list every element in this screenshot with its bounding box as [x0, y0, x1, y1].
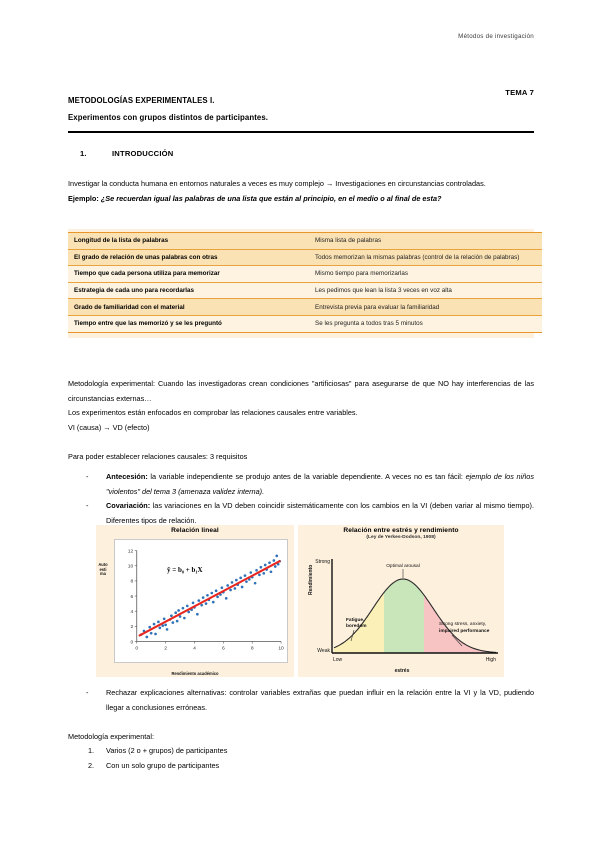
row-factor: Tiempo que cada persona utiliza para memorizar	[68, 266, 309, 283]
section-number: 1.	[80, 149, 87, 158]
figure-title: Relación lineal	[171, 527, 219, 534]
document-title: METODOLOGÍAS EXPERIMENTALES I.	[68, 96, 215, 105]
x-axis-label: Rendimiento académico	[171, 670, 219, 676]
running-head: Métodos de investigación	[458, 33, 534, 40]
list-item	[68, 759, 534, 774]
x-tick-labels	[135, 642, 284, 652]
table-row	[68, 266, 542, 283]
example-text: ¿Se recuerdan igual las palabras de una lista que están al principio, en el medio o al final de esta?	[100, 193, 442, 203]
spacer	[68, 435, 534, 450]
zone-high	[424, 553, 494, 653]
bullet-term: Covariación:	[106, 501, 151, 511]
scatter-svg	[115, 540, 287, 662]
tema-label: TEMA 7	[505, 88, 534, 97]
x-axis-label: estrés	[394, 668, 410, 674]
list-item	[68, 686, 534, 715]
svg-text:2: 2	[130, 625, 134, 631]
section-label: INTRODUCCIÓN	[112, 149, 174, 158]
item-text: Varios (2 o + grupos) de participantes	[106, 746, 228, 756]
bullet-text: las variaciones en la VD deben coincidir sistemáticamente con los cambios en la VI (deben variar al mismo tiempo). Diferentes tipos de relación.	[106, 501, 534, 525]
vi-vd-line: VI (causa) → VD (efecto)	[68, 422, 150, 432]
bullet-text: la variable independiente se produjo antes de la variable dependiente. A veces no es tan fácil:	[147, 472, 466, 481]
svg-text:4: 4	[193, 646, 196, 652]
svg-text:6: 6	[221, 646, 225, 652]
figure-stress-performance	[298, 525, 504, 677]
axes	[137, 551, 281, 642]
bullet-dash: -	[86, 688, 89, 697]
row-control: Se les pregunta a todos tras 5 minutos	[309, 315, 542, 332]
methodology-text-block	[68, 377, 534, 465]
spacer	[68, 715, 534, 730]
annotation-impaired: impaired performance	[439, 629, 490, 634]
y-axis-label: Rendimiento	[308, 564, 314, 595]
intro-block	[68, 177, 534, 206]
annotation-fatigue: Fatigue,	[346, 618, 365, 623]
table-row	[68, 315, 542, 332]
experiments-focus: Los experimentos están enfocados en comprobar las relaciones causales entre variables.	[68, 408, 358, 418]
bullet-text: Rechazar explicaciones alternativas: controlar variables extrañas que puedan influir en la relación entre la VI y la VD, pudiendo llegar a conclusiones erróneas.	[106, 688, 534, 712]
table-row	[68, 282, 542, 299]
intro-example	[68, 192, 534, 207]
svg-text:4: 4	[130, 609, 134, 615]
annotation-boredom: boredom	[346, 624, 367, 629]
table-row	[68, 233, 542, 250]
requirements-table	[68, 232, 542, 333]
svg-text:10: 10	[278, 646, 284, 652]
scatter-points	[140, 555, 281, 639]
document-subtitle: Experimentos con grupos distintos de participantes.	[68, 113, 269, 122]
item-number: 1.	[88, 746, 95, 756]
annotation-optimal: Optimal arousal	[386, 564, 420, 569]
figure-title: Relación entre estrés y rendimiento	[343, 527, 459, 534]
svg-text:10: 10	[127, 564, 134, 570]
svg-text:6: 6	[130, 594, 134, 600]
methodology-definition: Metodología experimental: Cuando las investigadoras crean condiciones "artificiosas" para asegurarse de que NO hay interferencias de las circunstancias externas…	[68, 379, 534, 403]
svg-text:8: 8	[250, 646, 254, 652]
intro-paragraph: Investigar la conducta humana en entornos naturales a veces es muy complejo → Investigaciones en circunstancias controladas.	[68, 179, 486, 188]
closing-block	[68, 686, 534, 774]
annotation-stress: Strong stress, anxiety,	[439, 622, 487, 627]
row-factor: Estrategia de cada uno para recordarlas	[68, 282, 309, 299]
list-item	[68, 499, 534, 528]
svg-text:0: 0	[130, 640, 134, 646]
y-tick-weak: Weak	[317, 648, 330, 654]
example-label: Ejemplo:	[68, 193, 99, 203]
row-factor: Tiempo entre que las memorizó y se les preguntó	[68, 315, 309, 332]
item-number: 2.	[88, 760, 95, 770]
svg-text:12: 12	[127, 549, 134, 555]
row-control: Misma lista de palabras	[309, 233, 542, 250]
scatter-plot	[114, 539, 288, 663]
trend-line	[140, 561, 280, 635]
header-divider	[68, 131, 534, 133]
yerkes-dodson-svg	[302, 549, 502, 675]
y-tick-labels	[128, 548, 137, 645]
bullet-dash: -	[86, 501, 89, 511]
list-item	[68, 744, 534, 759]
yerkes-dodson-plot	[302, 549, 502, 675]
row-factor: Longitud de la lista de palabras	[68, 233, 309, 250]
y-tick-strong: Strong	[315, 559, 330, 565]
svg-text:2: 2	[164, 646, 167, 652]
title-block	[68, 96, 534, 122]
y-axis-label: Autoestima	[98, 562, 108, 577]
requisites-line: Para poder establecer relaciones causales: 3 requisitos	[68, 451, 248, 461]
x-tick-high: High	[485, 657, 496, 663]
closing-heading: Metodología experimental:	[68, 731, 154, 741]
row-factor: Grado de familiaridad con el material	[68, 299, 309, 316]
row-factor: El grado de relación de unas palabras con otras	[68, 249, 309, 266]
svg-text:0: 0	[135, 646, 139, 652]
item-text: Con un solo grupo de participantes	[106, 760, 220, 770]
requisites-list	[68, 470, 534, 528]
svg-text:8: 8	[130, 579, 134, 585]
table-body	[68, 233, 542, 333]
requirements-table-panel	[68, 229, 534, 338]
figures-row	[96, 525, 504, 677]
x-tick-low: Low	[333, 657, 343, 663]
row-control: Entrevista previa para evaluar la familiaridad	[309, 299, 542, 316]
table-row	[68, 299, 542, 316]
table-row	[68, 249, 542, 266]
regression-equation: ŷ = b₀ + b₁X	[167, 566, 203, 574]
row-control: Todos memorizan la mismas palabras (control de la relación de palabras)	[309, 249, 542, 266]
figure-subtitle: (Ley de Yerkes-Dodson, 1908)	[366, 534, 436, 540]
row-control: Mismo tiempo para memorizarlas	[309, 266, 542, 283]
bullet-italic: ejemplo de los niños "violentos" del tema 3 (amenaza validez interna).	[106, 472, 534, 496]
figure-linear-relation	[96, 525, 294, 677]
section-heading	[80, 149, 173, 158]
list-item	[68, 470, 534, 499]
bullet-dash: -	[86, 472, 89, 481]
bullet-term: Antecesión:	[106, 472, 148, 481]
row-control: Les pedimos que lean la lista 3 veces en voz alta	[309, 282, 542, 299]
